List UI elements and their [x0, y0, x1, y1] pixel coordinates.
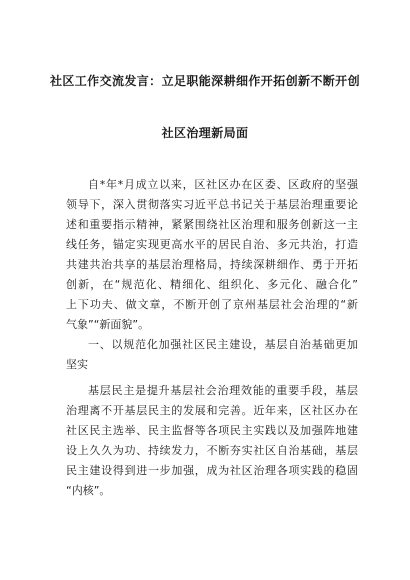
document-title-line-2: 社区治理新局面 [161, 126, 249, 140]
paragraph-line: 上下功夫、做文章，不断开创了京州基层社会治理的“新 [66, 298, 358, 311]
paragraph-line: 设上久久为功、持续发力，不断夯实社区自治基础，基层 [66, 444, 358, 457]
section-heading [66, 335, 358, 375]
paragraph-line: 创新，在“规范化、精细化、组织化、多元化、融合化” [66, 278, 358, 291]
paragraph-line: 线任务，锚定实现更高水平的居民自治、多元共治，打造 [66, 238, 358, 251]
section-heading-line: 坚实 [66, 358, 88, 371]
document-title-line-1: 社区工作交流发言：立足职能深耕细作开拓创新不断开创 [49, 74, 360, 88]
paragraph-line: 治理离不开基层民主的发展和完善。近年来，区社区办在 [66, 404, 358, 417]
paragraph-line: 基层民主是提升基层社会治理效能的重要手段，基层 [88, 384, 358, 397]
paragraph-line: 气象”“新面貌”。 [66, 318, 150, 331]
document-body [66, 175, 358, 501]
section-heading-line: 一、以规范化加强社区民主建设，基层自治基础更加 [88, 338, 358, 351]
paragraph-line: 社区民主选举、民主监督等各项民主实践以及加强阵地建 [66, 424, 358, 437]
paragraph-line: 述和重要指示精神，紧紧围绕社区治理和服务创新这一主 [66, 218, 358, 231]
paragraph-line: 共建共治共享的基层治理格局，持续深耕细作、勇于开拓 [66, 258, 358, 271]
intro-paragraph [66, 175, 358, 335]
democracy-paragraph [66, 381, 358, 501]
paragraph-line: 自*年*月成立以来，区社区办在区委、区政府的坚强 [88, 178, 358, 191]
paragraph-line: 领导下，深入贯彻落实习近平总书记关于基层治理重要论 [66, 198, 358, 211]
paragraph-line: 民主建设得到进一步加强，成为社区治理各项实践的稳固 [66, 464, 358, 477]
paragraph-line: “内核”。 [66, 484, 111, 497]
